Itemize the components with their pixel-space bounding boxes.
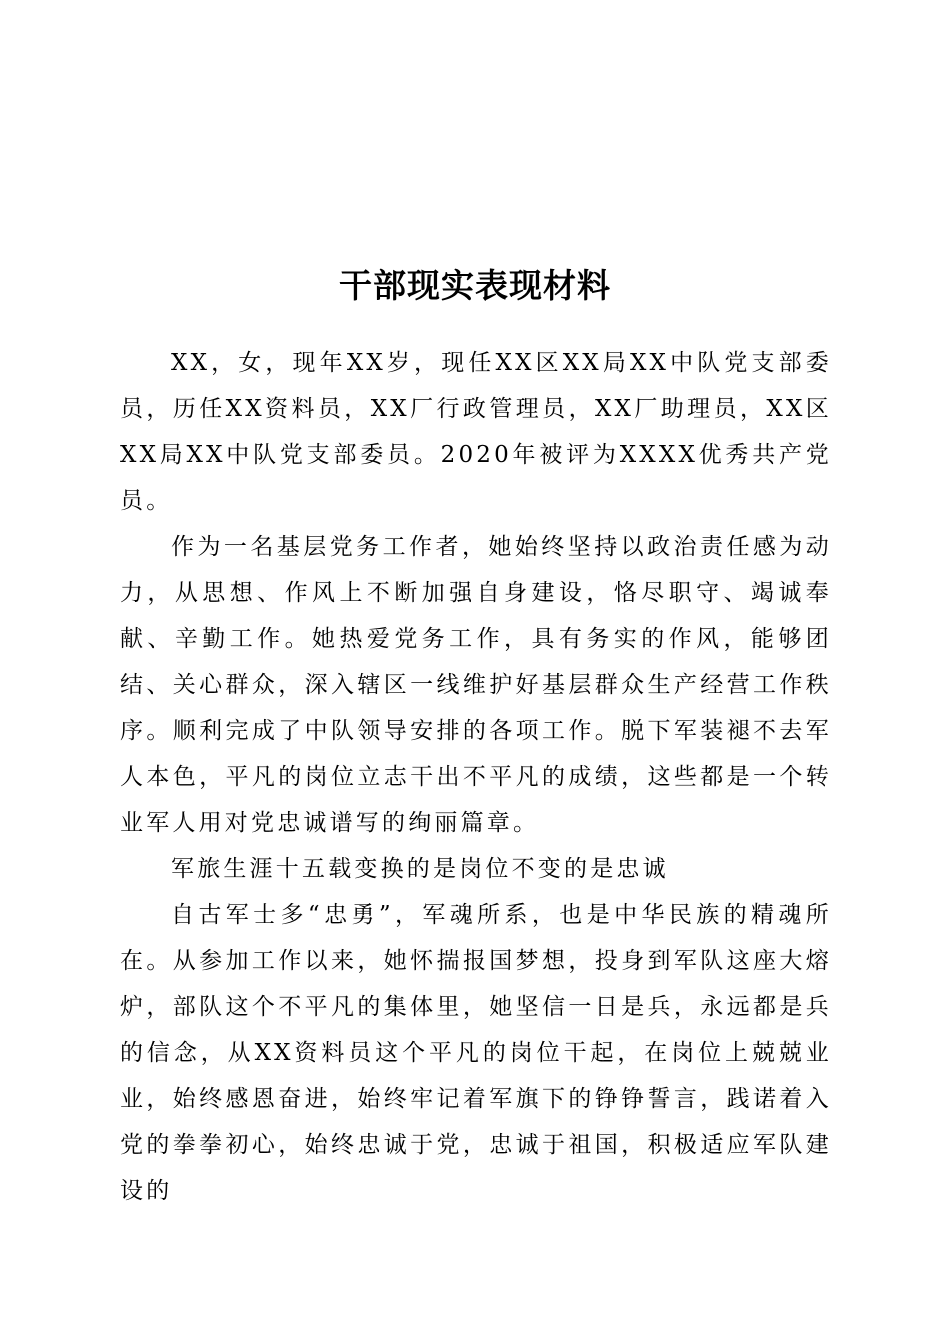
document-title: 干部现实表现材料 [339, 266, 611, 305]
document-body [120, 340, 832, 1214]
paragraph-profile: XX，女，现年XX岁，现任XX区XX局XX中队党支部委员，历任XX资料员，XX厂行政管理员，XX厂助理员，XX区XX局XX中队党支部委员。2020年被评为XXXX优秀共产党员。 [120, 350, 832, 514]
section-heading-military-career: 军旅生涯十五载变换的是岗位不变的是忠诚 [171, 856, 669, 882]
paragraph-party-work: 作为一名基层党务工作者，她始终坚持以政治责任感为动力，从思想、作风上不断加强自身建设，恪尽职守、竭诚奉献、辛勤工作。她热爱党务工作，具有务实的作风，能够团结、关心群众，深入辖区一线维护好基层群众生产经营工作秩序。顺利完成了中队领导安排的各项工作。脱下军装褪不去军人本色，平凡的岗位立志干出不平凡的成绩，这些都是一个转业军人用对党忠诚谱写的绚丽篇章。 [120, 534, 832, 836]
paragraph-loyalty: 自古军士多“忠勇”，军魂所系，也是中华民族的精魂所在。从参加工作以来，她怀揣报国梦想，投身到军队这座大熔炉，部队这个不平凡的集体里，她坚信一日是兵，永远都是兵的信念，从XX资料员这个平凡的岗位干起，在岗位上兢兢业业，始终感恩奋进，始终牢记着军旗下的铮铮誓言，践诺着入党的拳拳初心，始终忠诚于党，忠诚于祖国，积极适应军队建设的 [120, 902, 832, 1204]
